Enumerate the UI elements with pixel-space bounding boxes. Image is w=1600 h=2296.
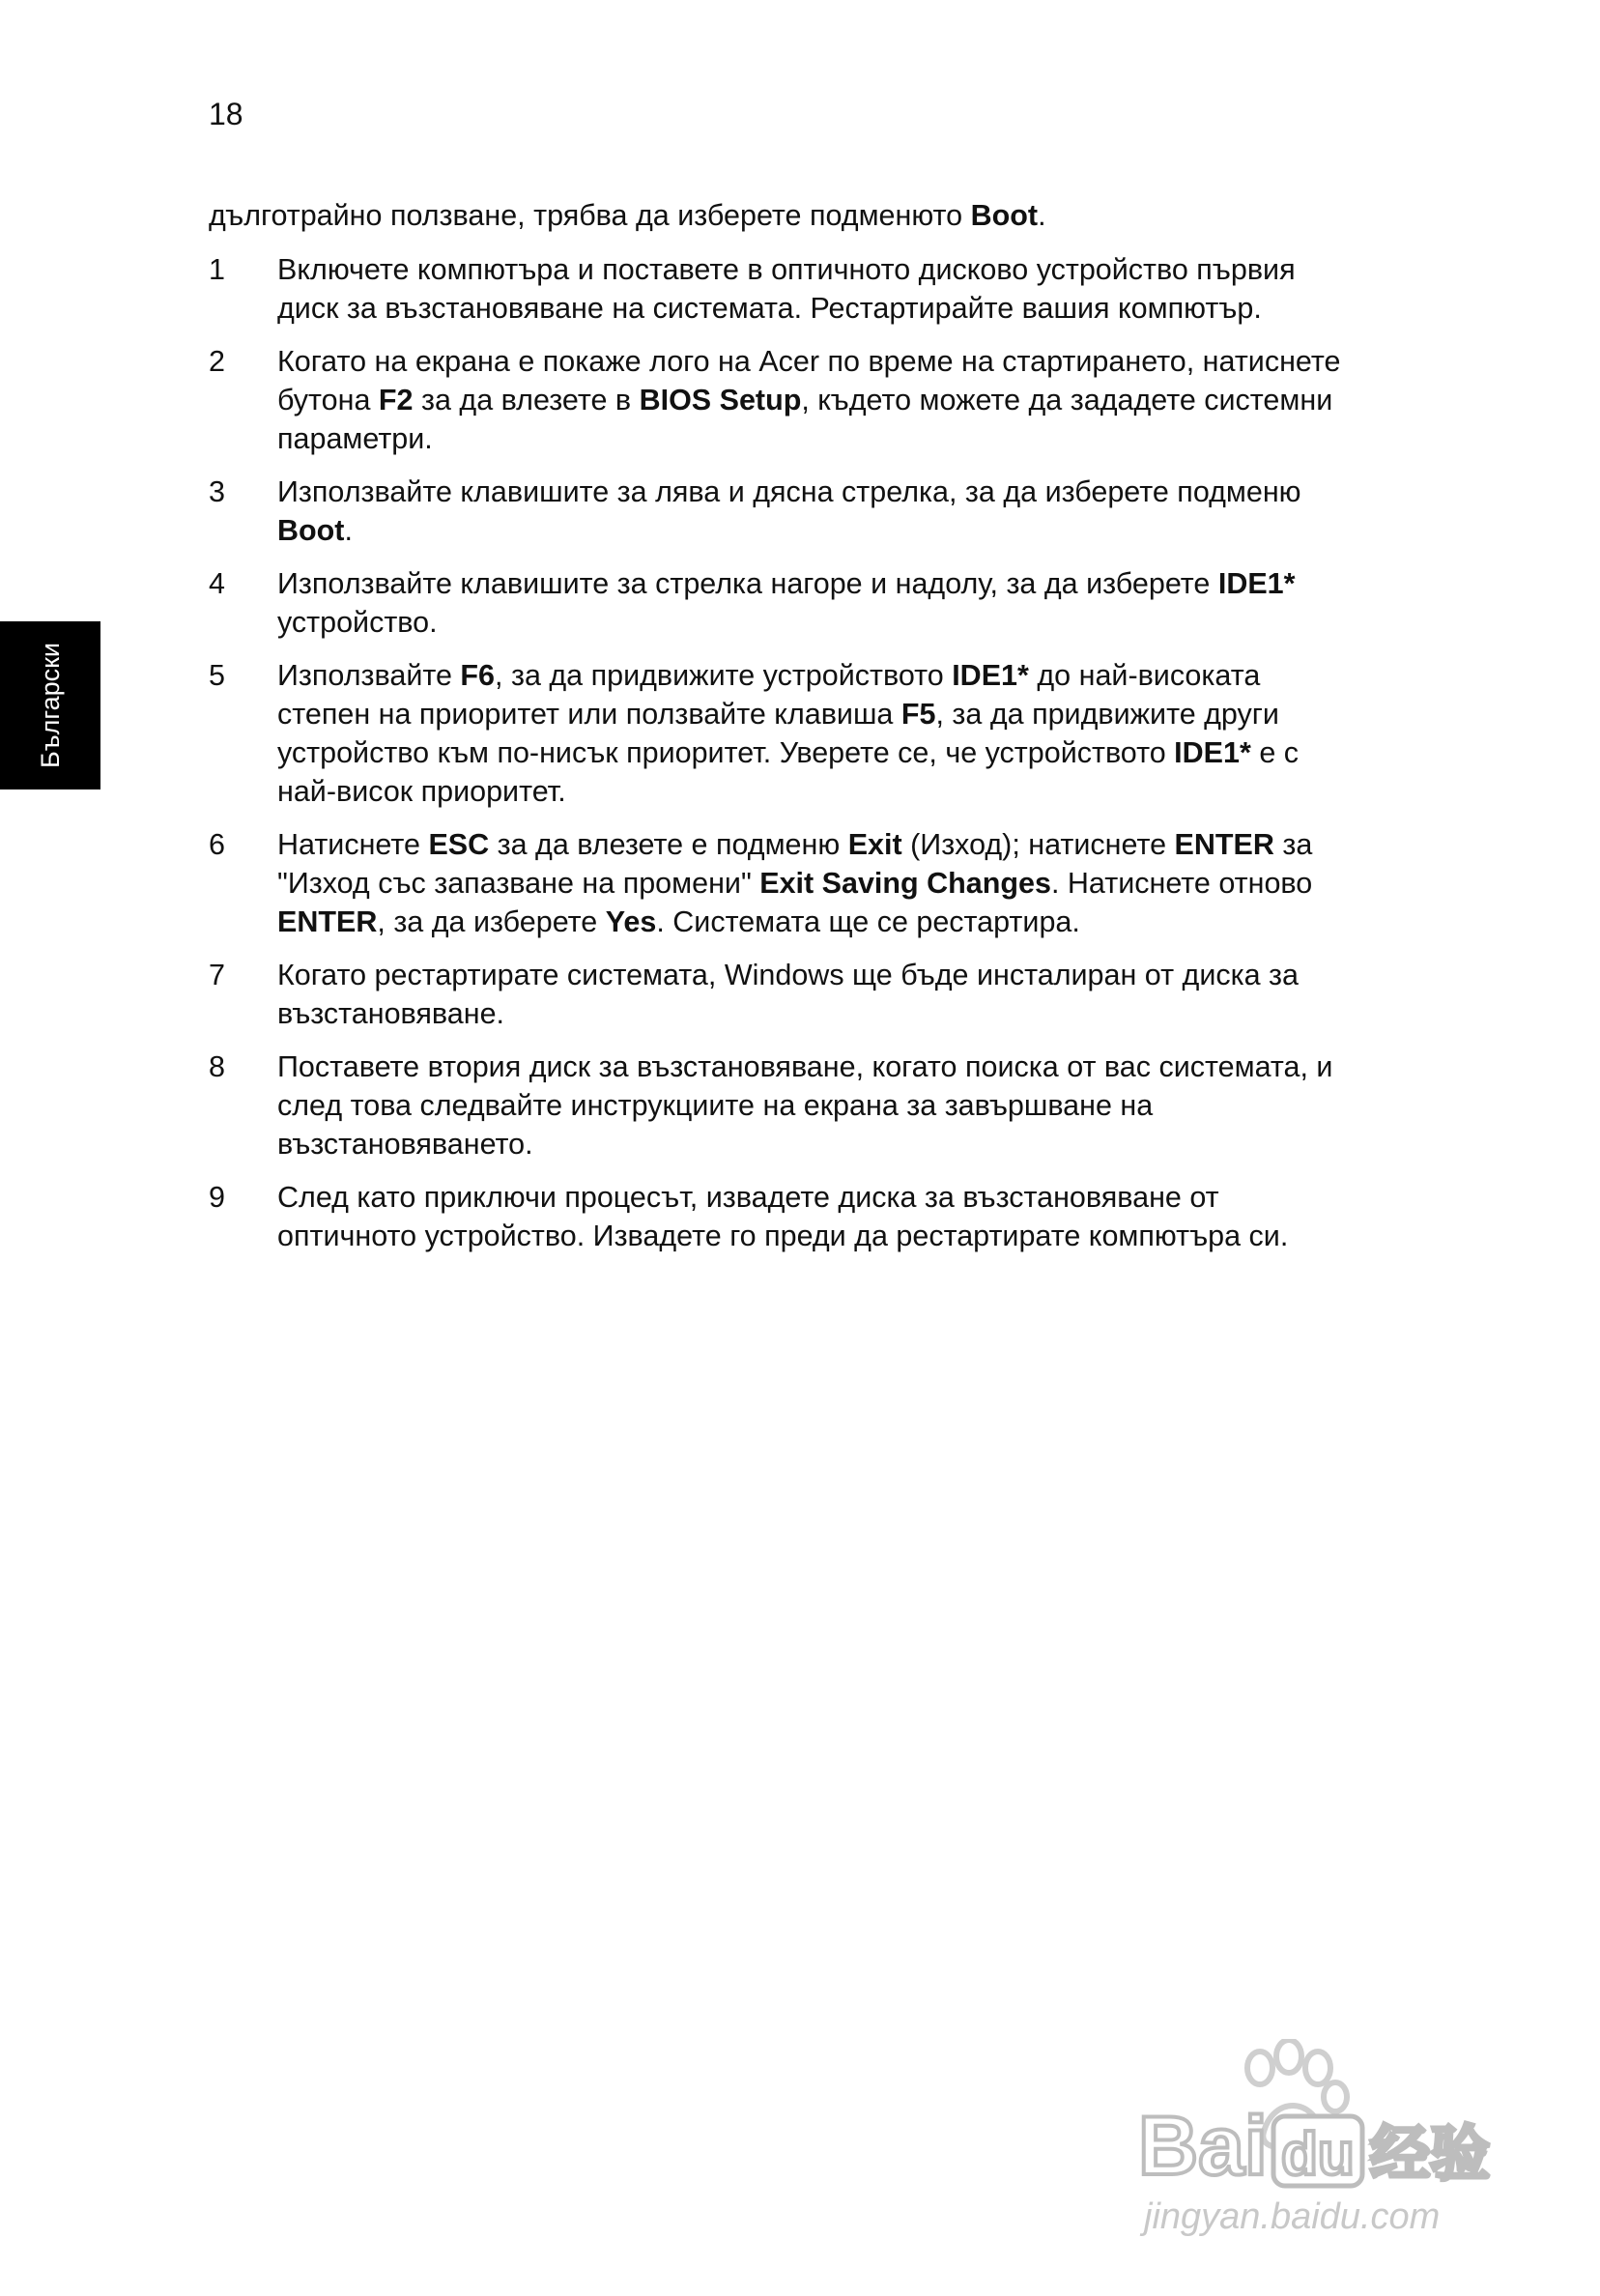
step-item bbox=[209, 250, 1349, 328]
text-run: Използвайте клавишите за лява и дясна стрелка, за да изберете подменю bbox=[277, 475, 1301, 508]
bold-term: IDE1* bbox=[1174, 736, 1251, 769]
text-run: . bbox=[1038, 199, 1046, 232]
svg-text:Bai: Bai bbox=[1138, 2100, 1268, 2193]
step-number: 5 bbox=[209, 659, 225, 692]
bold-term: BIOS Setup bbox=[639, 384, 802, 416]
step-item bbox=[209, 656, 1349, 811]
bold-term: ESC bbox=[428, 828, 490, 861]
step-item bbox=[209, 825, 1349, 941]
language-tab bbox=[0, 621, 100, 789]
step-number: 8 bbox=[209, 1050, 225, 1083]
bold-term: Exit bbox=[847, 828, 902, 861]
bold-term: F6 bbox=[460, 659, 496, 692]
step-number: 3 bbox=[209, 475, 225, 508]
step-number: 6 bbox=[209, 828, 225, 861]
step-number: 1 bbox=[209, 253, 225, 286]
step-number: 9 bbox=[209, 1181, 225, 1214]
text-run: за да влезете е подменю bbox=[489, 828, 848, 861]
step-item bbox=[209, 473, 1349, 550]
bold-term: ENTER bbox=[1174, 828, 1274, 861]
text-run: Използвайте клавишите за стрелка нагоре и надолу, за да изберете bbox=[277, 567, 1218, 600]
step-text bbox=[277, 473, 1349, 550]
bold-term: Exit Saving Changes bbox=[759, 867, 1051, 900]
step-text bbox=[277, 564, 1349, 642]
text-run: Когато рестартирате системата, Windows ще бъде инсталиран от диска за възстановяване. bbox=[277, 959, 1300, 1030]
text-run: , за да изберете bbox=[377, 905, 606, 938]
step-text bbox=[277, 342, 1349, 458]
text-run: за "Изход със запазване на промени" bbox=[277, 828, 1313, 900]
step-item bbox=[209, 1048, 1349, 1163]
text-run: . Натиснете отново bbox=[1050, 867, 1313, 900]
document-body bbox=[209, 196, 1349, 1270]
bold-term: F5 bbox=[900, 698, 936, 731]
text-run: . bbox=[344, 514, 353, 547]
text-run: до най-високата степен на приоритет или ползвайте клавиша bbox=[277, 659, 1261, 731]
text-run: , за да придвижите устройството bbox=[495, 659, 953, 692]
step-number: 2 bbox=[209, 345, 225, 378]
text-run: дълготрайно ползване, трябва да изберете подменюто bbox=[209, 199, 971, 232]
text-run: за да влезете в bbox=[413, 384, 640, 416]
text-run: , за да придвижите други устройство към по-нисък приоритет. Уверете се, че устройството bbox=[277, 698, 1279, 769]
step-number: 4 bbox=[209, 567, 225, 600]
intro-paragraph bbox=[209, 196, 1349, 235]
svg-text:经验: 经验 bbox=[1370, 2121, 1491, 2188]
step-text bbox=[277, 956, 1349, 1033]
bold-term: F2 bbox=[378, 384, 414, 416]
step-text bbox=[277, 656, 1349, 811]
bold-term: Boot bbox=[277, 514, 345, 547]
step-text bbox=[277, 1048, 1349, 1163]
text-run: Натиснете bbox=[277, 828, 429, 861]
text-run: Включете компютъра и поставете в оптичното дисково устройство първия диск за възстановяване на системата. Рестартирайте вашия компютър. bbox=[277, 253, 1296, 325]
text-run: , където можете да зададете системни параметри. bbox=[277, 384, 1333, 455]
step-text bbox=[277, 1178, 1349, 1255]
step-item bbox=[209, 956, 1349, 1033]
svg-text:du: du bbox=[1281, 2121, 1355, 2188]
text-run: е с най-висок приоритет. bbox=[277, 736, 1300, 808]
recovery-steps-list bbox=[209, 250, 1349, 1255]
text-run: (Изход); натиснете bbox=[901, 828, 1175, 861]
bold-term: IDE1* bbox=[1217, 567, 1296, 600]
step-item bbox=[209, 564, 1349, 642]
step-text bbox=[277, 825, 1349, 941]
baidu-jingyan-watermark bbox=[1129, 2039, 1511, 2242]
bold-term: ENTER bbox=[277, 905, 378, 938]
watermark-url: jingyan.baidu.com bbox=[1144, 2196, 1441, 2237]
bold-term: Yes bbox=[605, 905, 657, 938]
text-run: устройство. bbox=[277, 606, 438, 639]
step-item bbox=[209, 342, 1349, 458]
page-number: 18 bbox=[209, 97, 243, 131]
step-number: 7 bbox=[209, 959, 225, 991]
step-text bbox=[277, 250, 1349, 328]
bold-term: IDE1* bbox=[952, 659, 1029, 692]
text-run: Поставете втория диск за възстановяване, когато поиска от вас системата, и след това следвайте инструкциите на екрана за завършване на възстановяването. bbox=[277, 1050, 1333, 1161]
bold-term: Boot bbox=[970, 199, 1039, 232]
text-run: Когато на екрана е покаже лого на Acer по време на стартирането, натиснете бутона bbox=[277, 345, 1341, 416]
step-item bbox=[209, 1178, 1349, 1255]
text-run: След като приключи процесът, извадете диска за възстановяване от оптичното устройство. Извадете го преди да рестартирате компютъра си. bbox=[277, 1181, 1289, 1252]
language-tab-label: Български bbox=[36, 642, 65, 769]
text-run: . Системата ще се рестартира. bbox=[656, 905, 1080, 938]
text-run: Използвайте bbox=[277, 659, 461, 692]
